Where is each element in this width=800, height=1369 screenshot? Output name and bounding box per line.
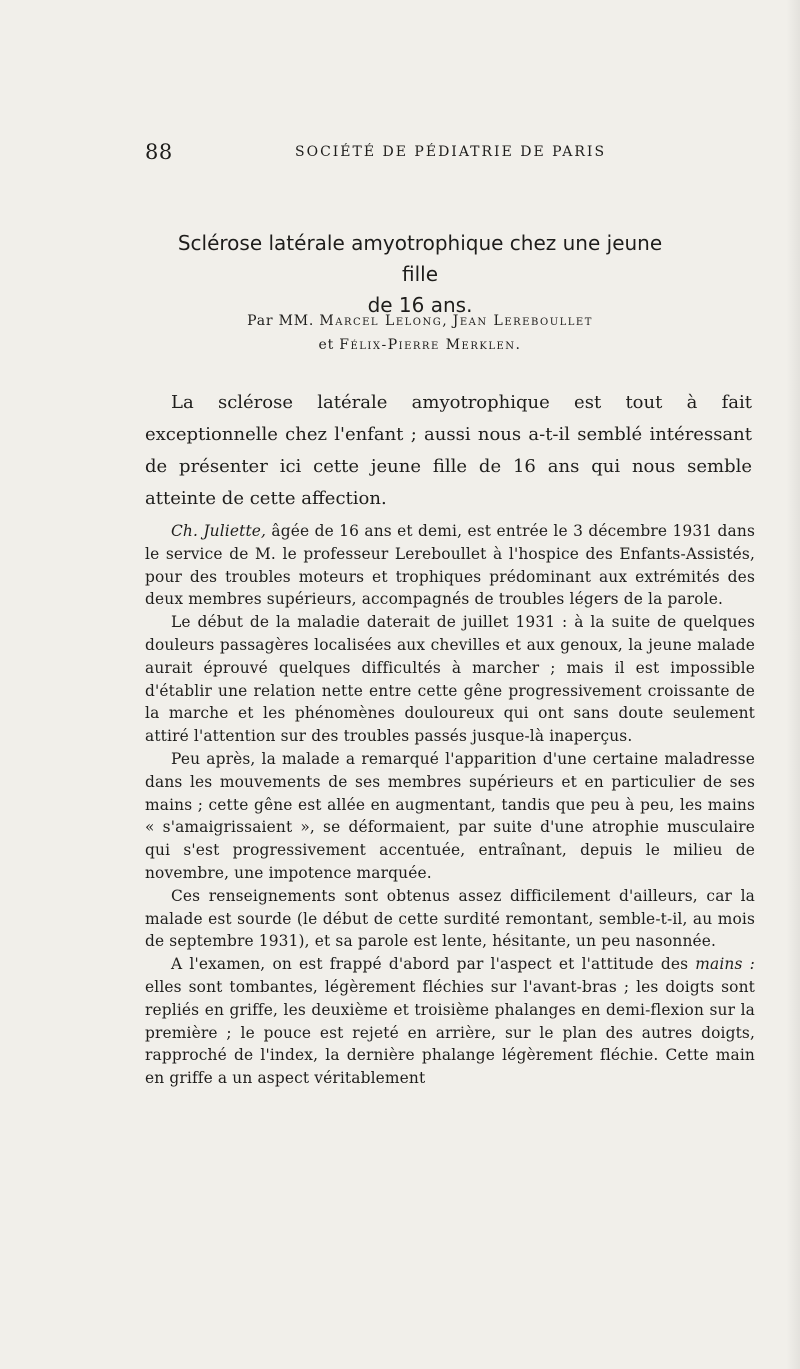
case-paragraph	[145, 520, 755, 611]
page-header	[145, 140, 615, 174]
emphasis-mains: mains :	[695, 955, 755, 974]
case-paragraph-text: A l'examen, on est frappé d'abord par l'aspect et l'attitude des	[171, 955, 696, 974]
authors-line-1: Par MM. Marcel Lelong, Jean Lereboullet	[247, 313, 593, 329]
page-number: 88	[145, 140, 173, 164]
author-name: Jean Lereboullet	[452, 313, 593, 329]
author-name: Marcel Lelong	[319, 313, 443, 329]
article-authors	[160, 309, 680, 357]
case-paragraph: Peu après, la malade a remarqué l'apparition d'une certaine maladresse dans les mouvements de ses membres supérieurs et en particulier de ses mains ; cette gêne est allée en augmentant, tandis que peu à peu, les mains « s'amaigrissaient », se déformaient, par suite d'une atrophie musculaire qui s'est progressivement accentuée, entraînant, depuis le milieu de novembre, une impotence marquée.	[145, 749, 755, 882]
authors-line-2	[160, 333, 680, 357]
title-line-1: Sclérose latérale amyotrophique chez une jeune fille	[177, 231, 663, 286]
running-head: SOCIÉTÉ DE PÉDIATRIE DE PARIS	[295, 144, 607, 160]
title-line-2: de 16 ans.	[367, 293, 473, 317]
authors-prefix: Par MM.	[247, 313, 315, 329]
case-paragraph	[145, 953, 755, 1090]
patient-name: Ch. Juliette,	[171, 522, 267, 540]
article-title	[160, 228, 680, 321]
case-paragraph: Le début de la maladie daterait de juillet 1931 : à la suite de quelques douleurs passagères localisées aux chevilles et aux genoux, la jeune malade aurait éprouvé quelques difficultés à marcher ; mais il est impossible d'établir une relation nette entre cette gêne progressivement croissante de la marche et les phénomènes douloureux qui ont sans doute seulement attiré l'attention sur des troubles passés jusque-là inaperçus.	[145, 613, 755, 746]
author-name: Félix-Pierre Merklen.	[339, 337, 522, 353]
case-paragraph-text: âgée de 16 ans et demi, est entrée le 3 décembre 1931 dans le service de M. le professeur Lereboullet à l'hospice des Enfants-Assistés, pour des troubles moteurs et trophiques prédominant aux extrémités des deux membres supérieurs, accompagnés de troubles légers de la parole.	[145, 522, 755, 609]
intro-paragraph-block	[145, 387, 752, 515]
case-paragraph: Ces renseignements sont obtenus assez difficilement d'ailleurs, car la malade est sourde (le début de cette surdité remontant, semble-t-il, au mois de septembre 1931), et sa parole est lente, hésitante, un peu nasonnée.	[145, 886, 755, 951]
case-paragraph-text: elles sont tombantes, légèrement fléchies sur l'avant-bras ; les doigts sont repliés en griffe, les deuxième et troisième phalanges en demi-flexion sur la première ; le pouce est rejeté en arrière, sur le plan des autres doigts, rapproché de l'index, la dernière phalange légèrement fléchie. Cette main en griffe a un aspect véritablement	[145, 977, 755, 1088]
intro-paragraph: La sclérose latérale amyotrophique est tout à fait exceptionnelle chez l'enfant ; aussi nous a-t-il semblé intéressant de présenter ici cette jeune fille de 16 ans qui nous semble atteinte de cette affection.	[145, 392, 752, 509]
case-report	[145, 520, 755, 1090]
page-edge-shadow	[786, 0, 800, 1369]
authors-conjunction: et	[318, 337, 335, 353]
